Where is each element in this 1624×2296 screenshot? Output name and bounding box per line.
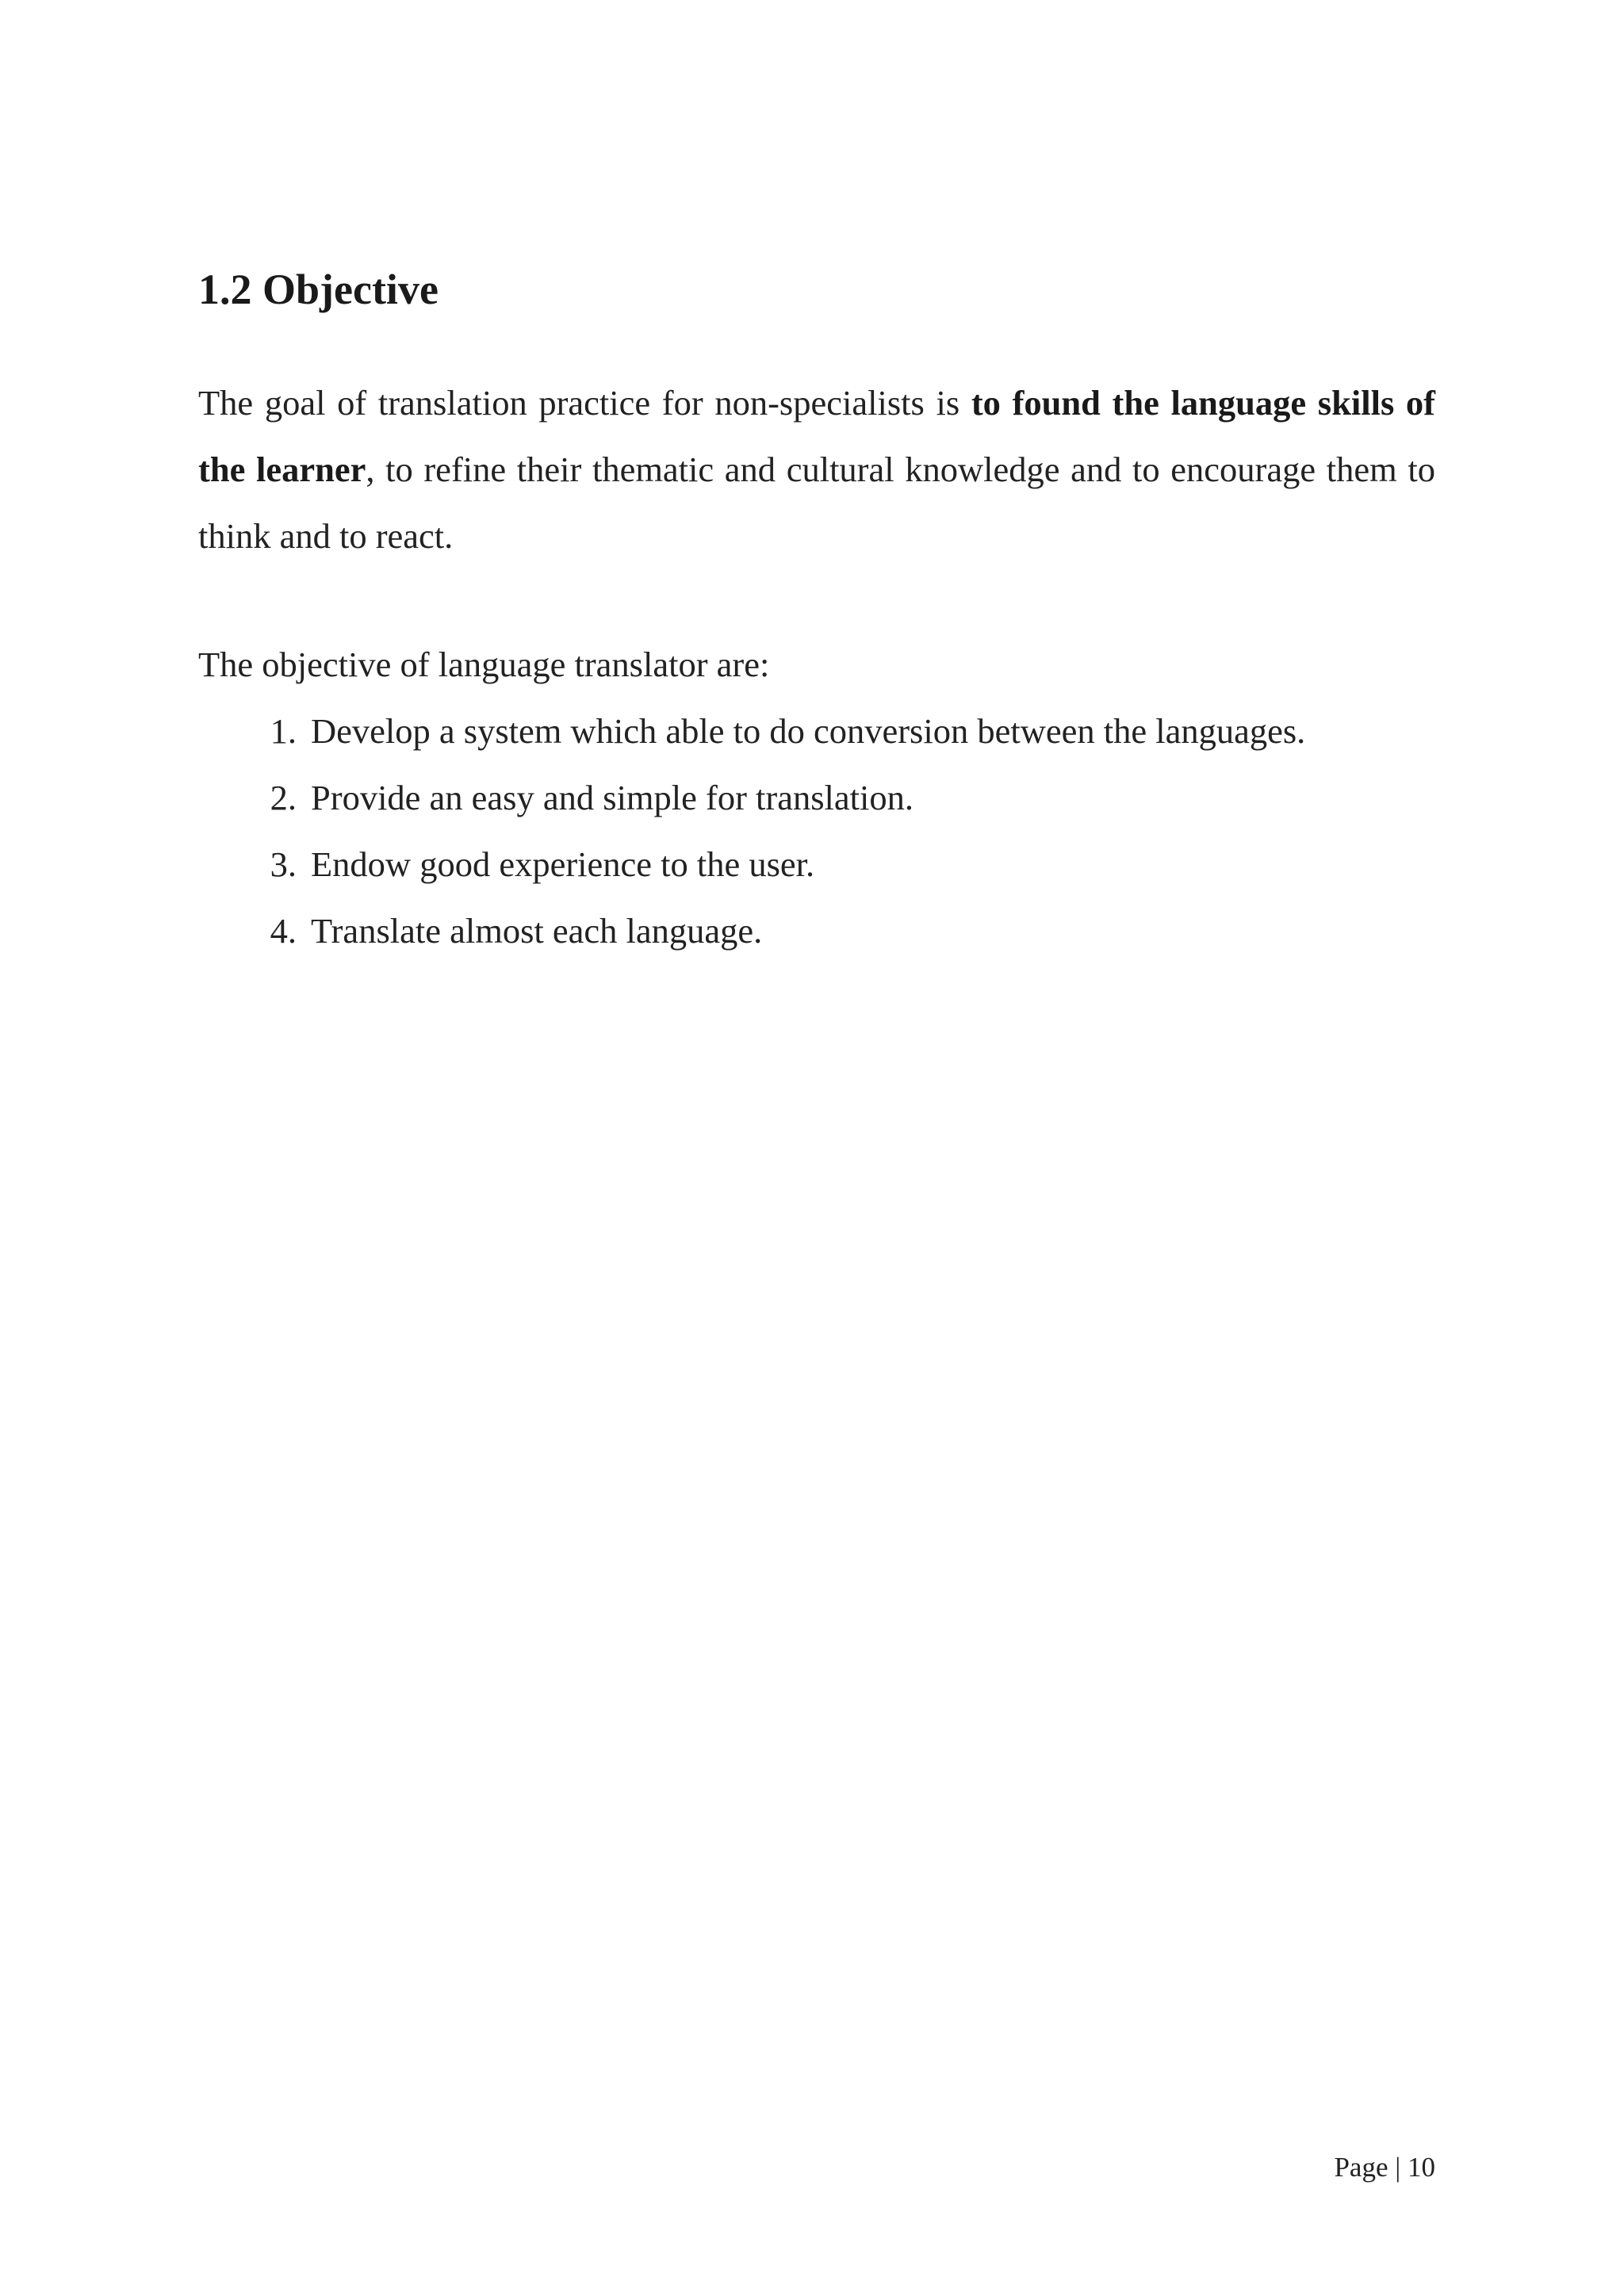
list-item <box>198 897 1305 964</box>
list-item-text: Provide an easy and simple for translation. <box>311 778 914 817</box>
goal-text-end: , to refine their thematic and cultural knowledge and to encourage them to think and to react. <box>198 450 1436 556</box>
objectives-list <box>198 698 1305 964</box>
list-item-number: 1. <box>270 711 297 751</box>
goal-paragraph <box>198 369 1435 569</box>
list-item-number: 2. <box>270 778 297 817</box>
list-item-text: Develop a system which able to do conversion between the languages. <box>311 711 1306 751</box>
list-item <box>198 698 1305 764</box>
goal-bold-text: to found the language skills of the learner <box>198 383 1436 489</box>
list-item-number: 3. <box>270 844 297 884</box>
section-heading: 1.2 Objective <box>198 266 439 313</box>
list-item-text: Translate almost each language. <box>311 911 763 951</box>
list-item-number: 4. <box>270 911 297 951</box>
list-item <box>198 764 1305 831</box>
list-item <box>198 831 1305 897</box>
list-item-text: Endow good experience to the user. <box>311 844 815 884</box>
page-number: Page | 10 <box>1334 2152 1435 2183</box>
goal-text-start: The goal of translation practice for non-specialists is <box>198 383 971 423</box>
objectives-intro: The objective of language translator are: <box>198 645 770 684</box>
